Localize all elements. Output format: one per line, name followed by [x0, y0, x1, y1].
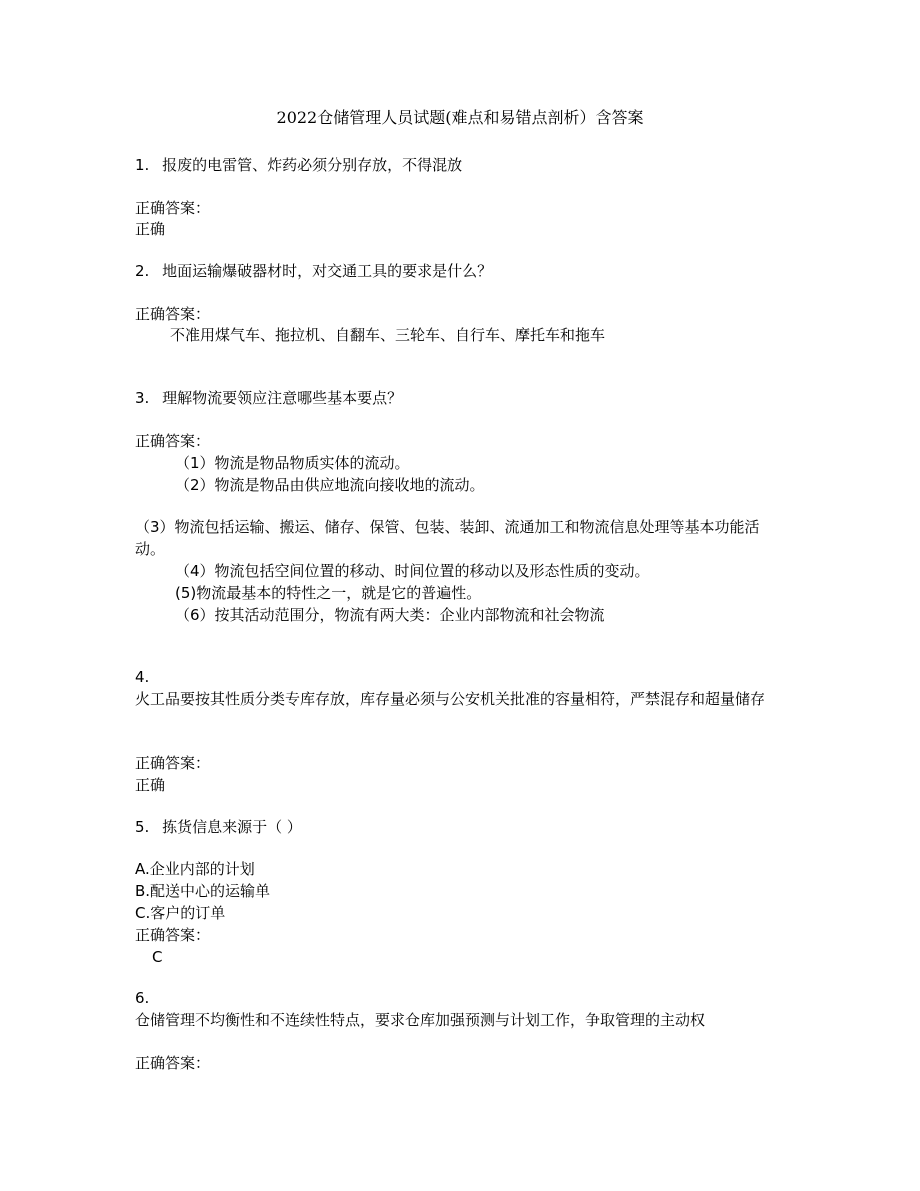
- answer-5: C: [152, 948, 163, 966]
- answer-3-line-2: （2）物流是物品由供应地流向接收地的流动。: [175, 476, 485, 494]
- question-1-text: 报废的电雷管、炸药必须分别存放，不得混放: [162, 156, 463, 174]
- option-c: C.客户的订单: [135, 904, 226, 922]
- question-1: [135, 154, 462, 176]
- answer-label-4: 正确答案：: [135, 754, 211, 772]
- question-2-text: 地面运输爆破器材时，对交通工具的要求是什么？: [162, 262, 493, 280]
- question-4-text: 火工品要按其性质分类专库存放，库存量必须与公安机关批准的容量相符，严禁混存和超量储存: [135, 690, 766, 708]
- answer-label-6: 正确答案：: [135, 1054, 211, 1072]
- question-6-text: 仓储管理不均衡性和不连续性特点，要求仓库加强预测与计划工作，争取管理的主动权: [135, 1011, 706, 1029]
- answer-3-line-4: （4）物流包括空间位置的移动、时间位置的移动以及形态性质的变动。: [175, 562, 650, 580]
- question-1-number: 1.: [135, 156, 150, 174]
- question-3-number: 3.: [135, 389, 150, 407]
- answer-label-1: 正确答案：: [135, 199, 211, 217]
- answer-3-line-5: (5)物流最基本的特性之一，就是它的普遍性。: [175, 584, 482, 602]
- answer-3-line-6: （6）按其活动范围分，物流有两大类：企业内部物流和社会物流: [175, 606, 605, 624]
- answer-label-2: 正确答案：: [135, 305, 211, 323]
- answer-label-5: 正确答案：: [135, 926, 211, 944]
- answer-1: 正确: [135, 220, 166, 238]
- answer-2: 不准用煤气车、拖拉机、自翻车、三轮车、自行车、摩托车和拖车: [170, 326, 606, 344]
- answer-4: 正确: [135, 776, 166, 794]
- option-a: A.企业内部的计划: [135, 860, 255, 878]
- answer-3-line-3: （3）物流包括运输、搬运、储存、保管、包装、装卸、流通加工和物流信息处理等基本功能活动。: [135, 518, 760, 558]
- option-b: B.配送中心的运输单: [135, 882, 271, 900]
- document-title: 2022仓储管理人员试题(难点和易错点剖析）含答案: [276, 108, 644, 127]
- question-4-number: 4.: [135, 668, 150, 686]
- question-5-number: 5.: [135, 818, 150, 836]
- question-5-text: 拣货信息来源于（ ）: [162, 818, 302, 836]
- question-5: [135, 816, 302, 838]
- answer-3-line-1: （1）物流是物品物质实体的流动。: [175, 454, 410, 472]
- question-3: [135, 387, 402, 409]
- question-6-number: 6.: [135, 989, 150, 1007]
- question-2-number: 2.: [135, 262, 150, 280]
- answer-label-3: 正确答案：: [135, 432, 211, 450]
- question-2: [135, 260, 492, 282]
- question-3-text: 理解物流要领应注意哪些基本要点？: [162, 389, 403, 407]
